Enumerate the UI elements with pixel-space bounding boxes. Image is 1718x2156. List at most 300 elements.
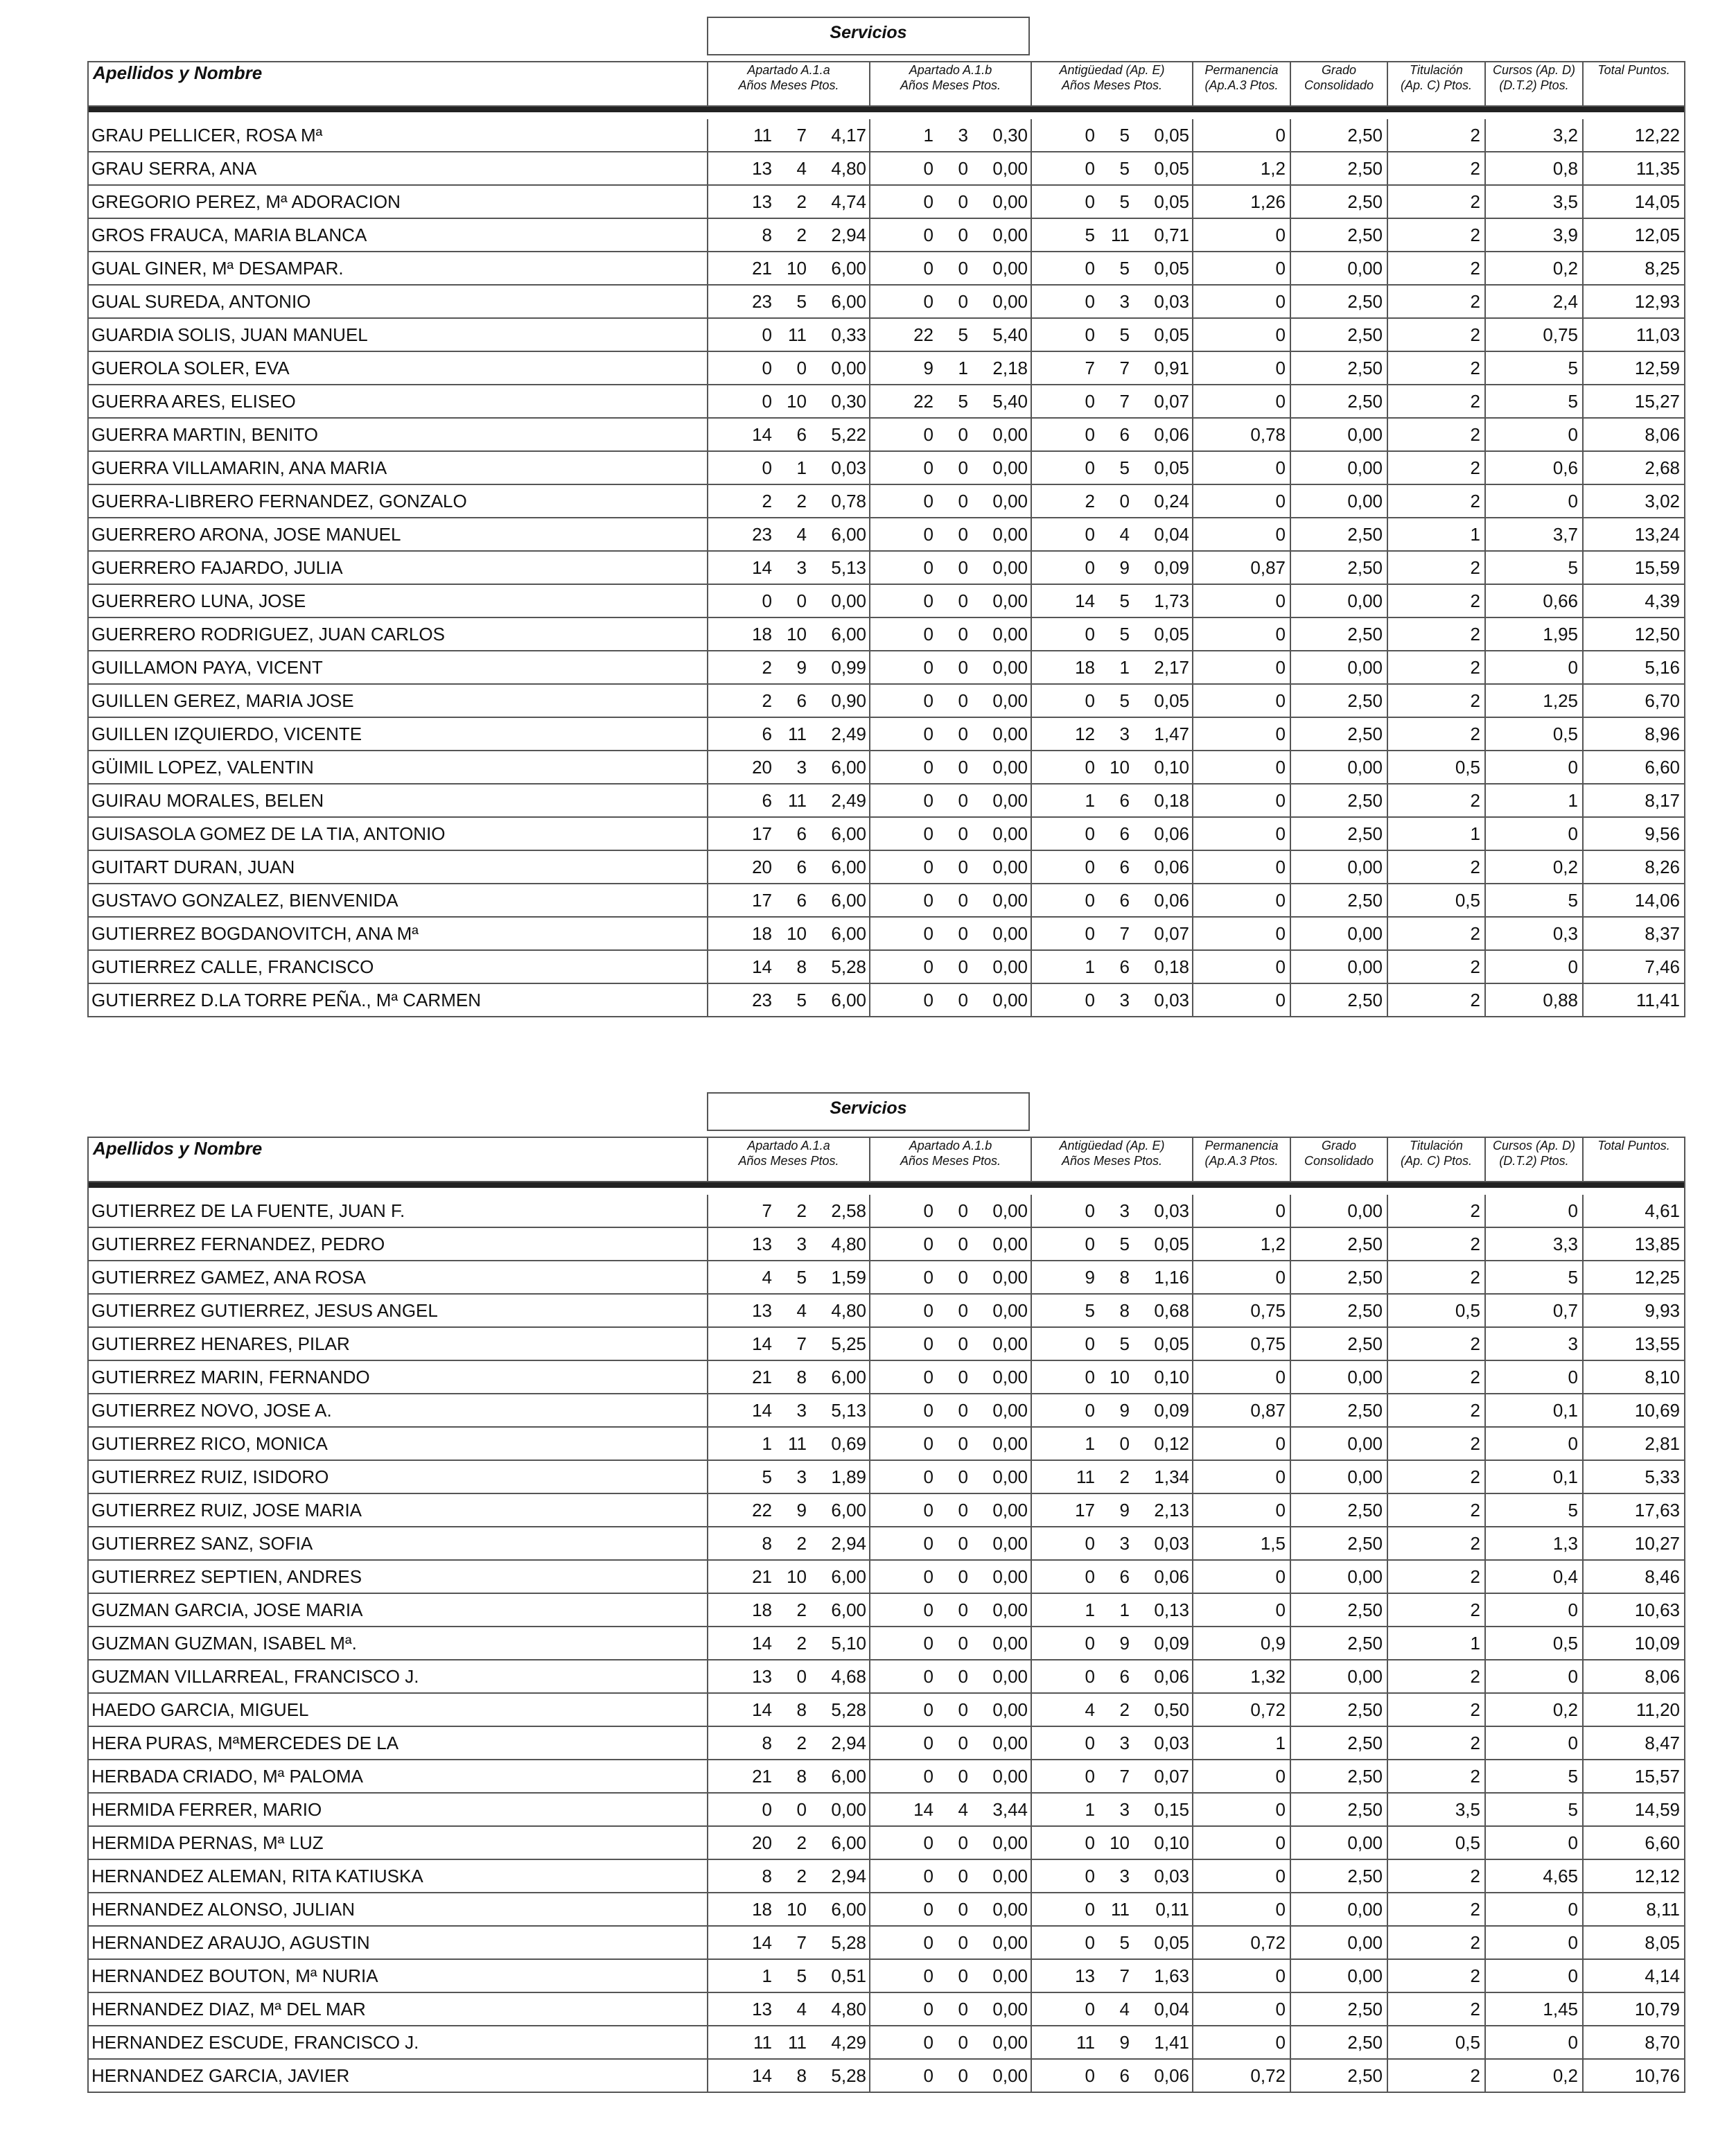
value-years: 0 — [1085, 1732, 1095, 1753]
triplet — [708, 225, 866, 246]
value-years: 14 — [752, 1632, 772, 1654]
cell-name: GUTIERREZ HENARES, PILAR — [88, 1327, 708, 1360]
triplet — [870, 690, 1028, 712]
cell-titulacion: 2 — [1387, 1360, 1485, 1394]
cell-cursos: 5 — [1485, 351, 1583, 385]
value-years: 0 — [923, 956, 933, 977]
cell-a1b — [870, 1493, 1031, 1527]
cell-titulacion: 2 — [1387, 617, 1485, 651]
table-row — [88, 285, 1685, 318]
value-points: 0,05 — [1154, 1931, 1189, 1953]
value-points: 0,00 — [992, 1399, 1028, 1421]
value-points: 2,49 — [831, 723, 866, 744]
cell-permanencia: 0 — [1193, 119, 1290, 152]
value-months: 0 — [958, 2065, 968, 2086]
cell-titulacion: 2 — [1387, 385, 1485, 418]
table-row — [88, 218, 1685, 252]
value-points: 0,00 — [992, 1333, 1028, 1354]
value-months: 0 — [958, 590, 968, 611]
value-points: 1,34 — [1154, 1466, 1189, 1487]
triplet — [870, 624, 1028, 645]
cell-a1a — [708, 1726, 870, 1760]
cell-permanencia: 0 — [1193, 518, 1290, 551]
value-years: 0 — [1085, 922, 1095, 944]
table-row — [88, 784, 1685, 817]
value-points: 3,44 — [992, 1798, 1028, 1820]
cell-titulacion: 2 — [1387, 1427, 1485, 1460]
cell-titulacion: 2 — [1387, 252, 1485, 285]
cell-grado: 0,00 — [1290, 751, 1387, 784]
cell-antiguedad — [1031, 551, 1193, 584]
triplet — [1032, 457, 1189, 479]
value-points: 6,00 — [831, 756, 866, 778]
cell-total: 12,22 — [1583, 119, 1685, 152]
value-points: 6,00 — [831, 1898, 866, 1920]
triplet — [870, 1466, 1028, 1488]
cell-a1a — [708, 518, 870, 551]
value-points: 5,40 — [992, 324, 1028, 345]
value-points: 0,00 — [992, 1532, 1028, 1554]
value-months: 11 — [788, 789, 807, 811]
cell-a1a — [708, 2026, 870, 2059]
value-points: 0,03 — [1154, 1732, 1189, 1753]
cell-grado: 0,00 — [1290, 950, 1387, 983]
cell-name: GUTIERREZ DE LA FUENTE, JUAN F. — [88, 1195, 708, 1227]
cell-name: GUAL GINER, Mª DESAMPAR. — [88, 252, 708, 285]
value-points: 0,00 — [992, 856, 1028, 877]
cell-total: 2,68 — [1583, 451, 1685, 484]
value-months: 0 — [958, 1532, 968, 1554]
cell-permanencia: 0 — [1193, 1859, 1290, 1893]
cell-titulacion: 2 — [1387, 1493, 1485, 1527]
value-points: 0,06 — [1154, 889, 1189, 911]
cell-permanencia: 0 — [1193, 252, 1290, 285]
value-months: 5 — [1119, 457, 1130, 478]
table-row — [88, 252, 1685, 285]
cell-total: 11,35 — [1583, 152, 1685, 185]
cell-grado: 0,00 — [1290, 917, 1387, 950]
triplet — [870, 125, 1028, 146]
value-years: 14 — [752, 956, 772, 977]
triplet — [1032, 624, 1189, 645]
value-months: 0 — [1119, 1432, 1130, 1454]
value-months: 0 — [958, 922, 968, 944]
header-line: (Ap.A.3 Ptos. — [1204, 1154, 1279, 1168]
cell-antiguedad — [1031, 1527, 1193, 1560]
cell-name: GREGORIO PEREZ, Mª ADORACION — [88, 185, 708, 218]
value-months: 4 — [796, 523, 807, 545]
column-header-total — [1583, 62, 1685, 106]
value-points: 0,00 — [992, 956, 1028, 977]
cell-titulacion: 2 — [1387, 1593, 1485, 1627]
value-years: 0 — [923, 224, 933, 245]
cell-antiguedad — [1031, 1992, 1193, 2026]
cell-a1a — [708, 285, 870, 318]
triplet — [870, 457, 1028, 479]
cell-a1a — [708, 651, 870, 684]
value-months: 0 — [958, 789, 968, 811]
cell-grado: 0,00 — [1290, 1893, 1387, 1926]
cell-cursos: 0 — [1485, 1959, 1583, 1992]
cell-permanencia: 1,26 — [1193, 185, 1290, 218]
triplet — [870, 391, 1028, 412]
value-years: 0 — [923, 1998, 933, 2019]
triplet — [708, 690, 866, 712]
value-points: 4,80 — [831, 1998, 866, 2019]
column-header-cursos — [1485, 62, 1583, 106]
cell-a1a — [708, 1926, 870, 1959]
cell-antiguedad — [1031, 252, 1193, 285]
triplet — [1032, 690, 1189, 712]
table-row — [88, 385, 1685, 418]
header-line: Años Meses Ptos. — [1061, 1154, 1163, 1168]
value-years: 18 — [752, 623, 772, 645]
triplet — [1032, 2065, 1189, 2087]
cell-cursos: 5 — [1485, 551, 1583, 584]
cell-a1a — [708, 717, 870, 751]
cell-grado: 2,50 — [1290, 185, 1387, 218]
cell-a1a — [708, 817, 870, 850]
triplet — [708, 1500, 866, 1521]
value-points: 5,25 — [831, 1333, 866, 1354]
value-points: 0,12 — [1154, 1432, 1189, 1454]
value-years: 14 — [752, 556, 772, 578]
value-points: 0,00 — [992, 590, 1028, 611]
triplet — [1032, 2032, 1189, 2053]
cell-cursos: 0 — [1485, 1427, 1583, 1460]
cell-antiguedad — [1031, 418, 1193, 451]
triplet — [1032, 557, 1189, 579]
value-months: 4 — [958, 1798, 968, 1820]
cell-permanencia: 0 — [1193, 817, 1290, 850]
value-months: 2 — [796, 1200, 807, 1221]
cell-titulacion: 2 — [1387, 950, 1485, 983]
table-row — [88, 152, 1685, 185]
cell-name: GUERRERO FAJARDO, JULIA — [88, 551, 708, 584]
cell-antiguedad — [1031, 1261, 1193, 1294]
value-points: 0,07 — [1154, 1765, 1189, 1787]
cell-permanencia: 0,72 — [1193, 2059, 1290, 2092]
value-years: 8 — [762, 1532, 772, 1554]
triplet — [870, 990, 1028, 1011]
cell-permanencia: 0 — [1193, 784, 1290, 817]
cell-name: HERNANDEZ ESCUDE, FRANCISCO J. — [88, 2026, 708, 2059]
value-points: 0,03 — [1154, 1200, 1189, 1221]
cell-antiguedad — [1031, 1693, 1193, 1726]
triplet — [1032, 1533, 1189, 1554]
cell-titulacion: 2 — [1387, 1327, 1485, 1360]
value-points: 2,94 — [831, 1865, 866, 1886]
value-points: 0,06 — [1154, 856, 1189, 877]
value-months: 6 — [796, 856, 807, 877]
cell-grado: 2,50 — [1290, 119, 1387, 152]
cell-antiguedad — [1031, 1394, 1193, 1427]
value-months: 0 — [958, 1699, 968, 1720]
value-months: 0 — [958, 1765, 968, 1787]
cell-a1a — [708, 1360, 870, 1394]
cell-total: 17,63 — [1583, 1493, 1685, 1527]
value-months: 1 — [796, 457, 807, 478]
cell-a1b — [870, 1660, 1031, 1693]
table-row — [88, 1660, 1685, 1693]
triplet — [870, 158, 1028, 179]
value-points: 0,00 — [992, 1299, 1028, 1321]
value-months: 8 — [796, 1366, 807, 1387]
triplet — [1032, 1832, 1189, 1854]
column-header-titulacion — [1387, 62, 1485, 106]
value-points: 0,99 — [831, 656, 866, 678]
triplet — [708, 1733, 866, 1754]
value-points: 0,09 — [1154, 1632, 1189, 1654]
value-points: 0,00 — [992, 157, 1028, 179]
cell-total: 12,59 — [1583, 351, 1685, 385]
cell-antiguedad — [1031, 351, 1193, 385]
table-row — [88, 983, 1685, 1017]
cell-a1b — [870, 1394, 1031, 1427]
value-years: 0 — [762, 1798, 772, 1820]
cell-a1a — [708, 884, 870, 917]
value-points: 0,33 — [831, 324, 866, 345]
triplet — [1032, 1932, 1189, 1954]
value-years: 0 — [923, 457, 933, 478]
value-years: 14 — [1075, 590, 1095, 611]
value-points: 2,17 — [1154, 656, 1189, 678]
value-years: 0 — [923, 756, 933, 778]
cell-a1a — [708, 1493, 870, 1527]
cell-name: GUZMAN GARCIA, JOSE MARIA — [88, 1593, 708, 1627]
value-months: 9 — [1119, 1399, 1130, 1421]
cell-antiguedad — [1031, 318, 1193, 351]
value-months: 0 — [1119, 490, 1130, 511]
cell-total: 8,17 — [1583, 784, 1685, 817]
triplet — [870, 225, 1028, 246]
cell-a1b — [870, 1893, 1031, 1926]
table-row — [88, 318, 1685, 351]
cell-titulacion: 2 — [1387, 684, 1485, 717]
value-points: 0,00 — [992, 1599, 1028, 1620]
value-years: 13 — [752, 1233, 772, 1254]
value-years: 0 — [1085, 1898, 1095, 1920]
value-points: 1,59 — [831, 1266, 866, 1288]
value-years: 1 — [1085, 956, 1095, 977]
value-points: 2,94 — [831, 224, 866, 245]
cell-cursos: 5 — [1485, 1793, 1583, 1826]
cell-antiguedad — [1031, 784, 1193, 817]
triplet — [870, 1699, 1028, 1721]
cell-cursos: 0 — [1485, 1660, 1583, 1693]
value-points: 0,05 — [1154, 1333, 1189, 1354]
table-row — [88, 1360, 1685, 1394]
value-years: 8 — [762, 224, 772, 245]
value-months: 0 — [958, 823, 968, 844]
value-months: 11 — [1111, 1898, 1130, 1920]
value-months: 8 — [796, 1765, 807, 1787]
table-row — [88, 1793, 1685, 1826]
value-points: 1,89 — [831, 1466, 866, 1487]
value-months: 11 — [788, 723, 807, 744]
cell-titulacion: 2 — [1387, 717, 1485, 751]
triplet — [1032, 358, 1189, 379]
value-points: 0,24 — [1154, 490, 1189, 511]
cell-antiguedad — [1031, 617, 1193, 651]
cell-a1b — [870, 2026, 1031, 2059]
value-months: 4 — [796, 1299, 807, 1321]
cell-antiguedad — [1031, 1493, 1193, 1527]
triplet — [870, 258, 1028, 279]
cell-titulacion: 2 — [1387, 1261, 1485, 1294]
cell-cursos: 0 — [1485, 1726, 1583, 1760]
value-points: 0,00 — [992, 191, 1028, 212]
cell-antiguedad — [1031, 1227, 1193, 1261]
value-years: 0 — [1085, 290, 1095, 312]
cell-permanencia: 0 — [1193, 884, 1290, 917]
value-years: 11 — [753, 124, 772, 146]
value-months: 7 — [1119, 1965, 1130, 1986]
cell-name: GUEROLA SOLER, EVA — [88, 351, 708, 385]
value-points: 0,00 — [992, 1832, 1028, 1853]
value-years: 0 — [923, 2031, 933, 2053]
value-years: 6 — [762, 723, 772, 744]
cell-a1b — [870, 418, 1031, 451]
cell-titulacion: 2 — [1387, 1660, 1485, 1693]
value-years: 0 — [1085, 690, 1095, 711]
header-line: Total Puntos. — [1597, 1139, 1670, 1153]
value-points: 0,00 — [992, 1965, 1028, 1986]
cell-cursos: 5 — [1485, 1760, 1583, 1793]
value-points: 0,78 — [831, 490, 866, 511]
header-line: Apartado A.1.a — [747, 63, 830, 77]
cell-cursos: 0,75 — [1485, 318, 1583, 351]
triplet — [708, 358, 866, 379]
header-line: Antigüedad (Ap. E) — [1059, 63, 1165, 77]
cell-total: 10,09 — [1583, 1627, 1685, 1660]
cell-grado: 2,50 — [1290, 1693, 1387, 1726]
cell-total: 8,11 — [1583, 1893, 1685, 1926]
value-points: 0,71 — [1154, 224, 1189, 245]
value-years: 0 — [1085, 1765, 1095, 1787]
value-points: 0,00 — [992, 1865, 1028, 1886]
cell-name: GUTIERREZ NOVO, JOSE A. — [88, 1394, 708, 1427]
cell-antiguedad — [1031, 817, 1193, 850]
value-years: 14 — [752, 1399, 772, 1421]
cell-titulacion: 0,5 — [1387, 2026, 1485, 2059]
cell-name: GUERRA-LIBRERO FERNANDEZ, GONZALO — [88, 484, 708, 518]
cell-cursos: 0,2 — [1485, 2059, 1583, 2092]
value-points: 2,94 — [831, 1532, 866, 1554]
value-years: 0 — [762, 590, 772, 611]
cell-name: GUERRA ARES, ELISEO — [88, 385, 708, 418]
servicios-header: Servicios — [707, 17, 1030, 55]
table-row — [88, 1294, 1685, 1327]
triplet — [1032, 424, 1189, 446]
header-line: Consolidado — [1304, 78, 1374, 92]
value-points: 2,13 — [1154, 1499, 1189, 1520]
cell-a1a — [708, 1893, 870, 1926]
cell-a1b — [870, 917, 1031, 950]
cell-cursos: 0 — [1485, 1593, 1583, 1627]
cell-antiguedad — [1031, 983, 1193, 1017]
cell-a1a — [708, 1627, 870, 1660]
triplet — [1032, 890, 1189, 911]
triplet — [708, 1400, 866, 1421]
cell-a1b — [870, 1859, 1031, 1893]
triplet — [1032, 1566, 1189, 1588]
cell-total: 2,81 — [1583, 1427, 1685, 1460]
value-months: 10 — [787, 1566, 807, 1587]
value-points: 0,91 — [1154, 357, 1189, 378]
cell-a1a — [708, 684, 870, 717]
triplet — [1032, 1899, 1189, 1920]
value-months: 7 — [1119, 357, 1130, 378]
value-years: 13 — [752, 1665, 772, 1687]
cell-cursos: 0,88 — [1485, 983, 1583, 1017]
cell-permanencia: 0 — [1193, 1195, 1290, 1227]
value-points: 0,00 — [992, 989, 1028, 1010]
triplet — [708, 1965, 866, 1987]
value-months: 0 — [958, 257, 968, 279]
triplet — [708, 258, 866, 279]
value-months: 5 — [1119, 1233, 1130, 1254]
value-years: 0 — [1085, 390, 1095, 412]
cell-a1a — [708, 119, 870, 152]
triplet — [708, 191, 866, 213]
value-years: 20 — [752, 856, 772, 877]
cell-permanencia: 0 — [1193, 1959, 1290, 1992]
value-points: 0,04 — [1154, 523, 1189, 545]
table-row — [88, 351, 1685, 385]
triplet — [708, 1932, 866, 1954]
value-years: 13 — [752, 1998, 772, 2019]
value-years: 0 — [923, 1699, 933, 1720]
value-points: 0,00 — [992, 889, 1028, 911]
cell-a1b — [870, 1427, 1031, 1460]
value-months: 6 — [796, 823, 807, 844]
cell-titulacion: 2 — [1387, 484, 1485, 518]
cell-grado: 2,50 — [1290, 1294, 1387, 1327]
column-header-name: Apellidos y Nombre — [88, 62, 708, 106]
header-line: Antigüedad (Ap. E) — [1059, 1139, 1165, 1153]
value-months: 6 — [1119, 423, 1130, 445]
cell-total: 4,61 — [1583, 1195, 1685, 1227]
cell-permanencia: 0 — [1193, 1826, 1290, 1859]
value-points: 0,07 — [1154, 390, 1189, 412]
triplet — [708, 1200, 866, 1222]
cell-a1b — [870, 185, 1031, 218]
cell-a1b — [870, 1227, 1031, 1261]
cell-a1b — [870, 784, 1031, 817]
value-points: 0,50 — [1154, 1699, 1189, 1720]
table-row — [88, 1893, 1685, 1926]
value-years: 18 — [1075, 656, 1095, 678]
value-years: 0 — [1085, 756, 1095, 778]
value-months: 10 — [787, 623, 807, 645]
value-years: 0 — [923, 191, 933, 212]
value-years: 0 — [923, 1200, 933, 1221]
cell-permanencia: 0 — [1193, 1992, 1290, 2026]
cell-total: 14,59 — [1583, 1793, 1685, 1826]
value-years: 14 — [752, 1931, 772, 1953]
header-line: Años Meses Ptos. — [900, 1154, 1001, 1168]
triplet — [1032, 1200, 1189, 1222]
triplet — [708, 1666, 866, 1688]
header-line: Apartado A.1.b — [909, 63, 992, 77]
value-years: 0 — [923, 723, 933, 744]
value-points: 6,00 — [831, 1566, 866, 1587]
value-months: 0 — [796, 590, 807, 611]
value-months: 6 — [796, 423, 807, 445]
value-years: 0 — [1085, 2065, 1095, 2086]
cell-antiguedad — [1031, 1460, 1193, 1493]
